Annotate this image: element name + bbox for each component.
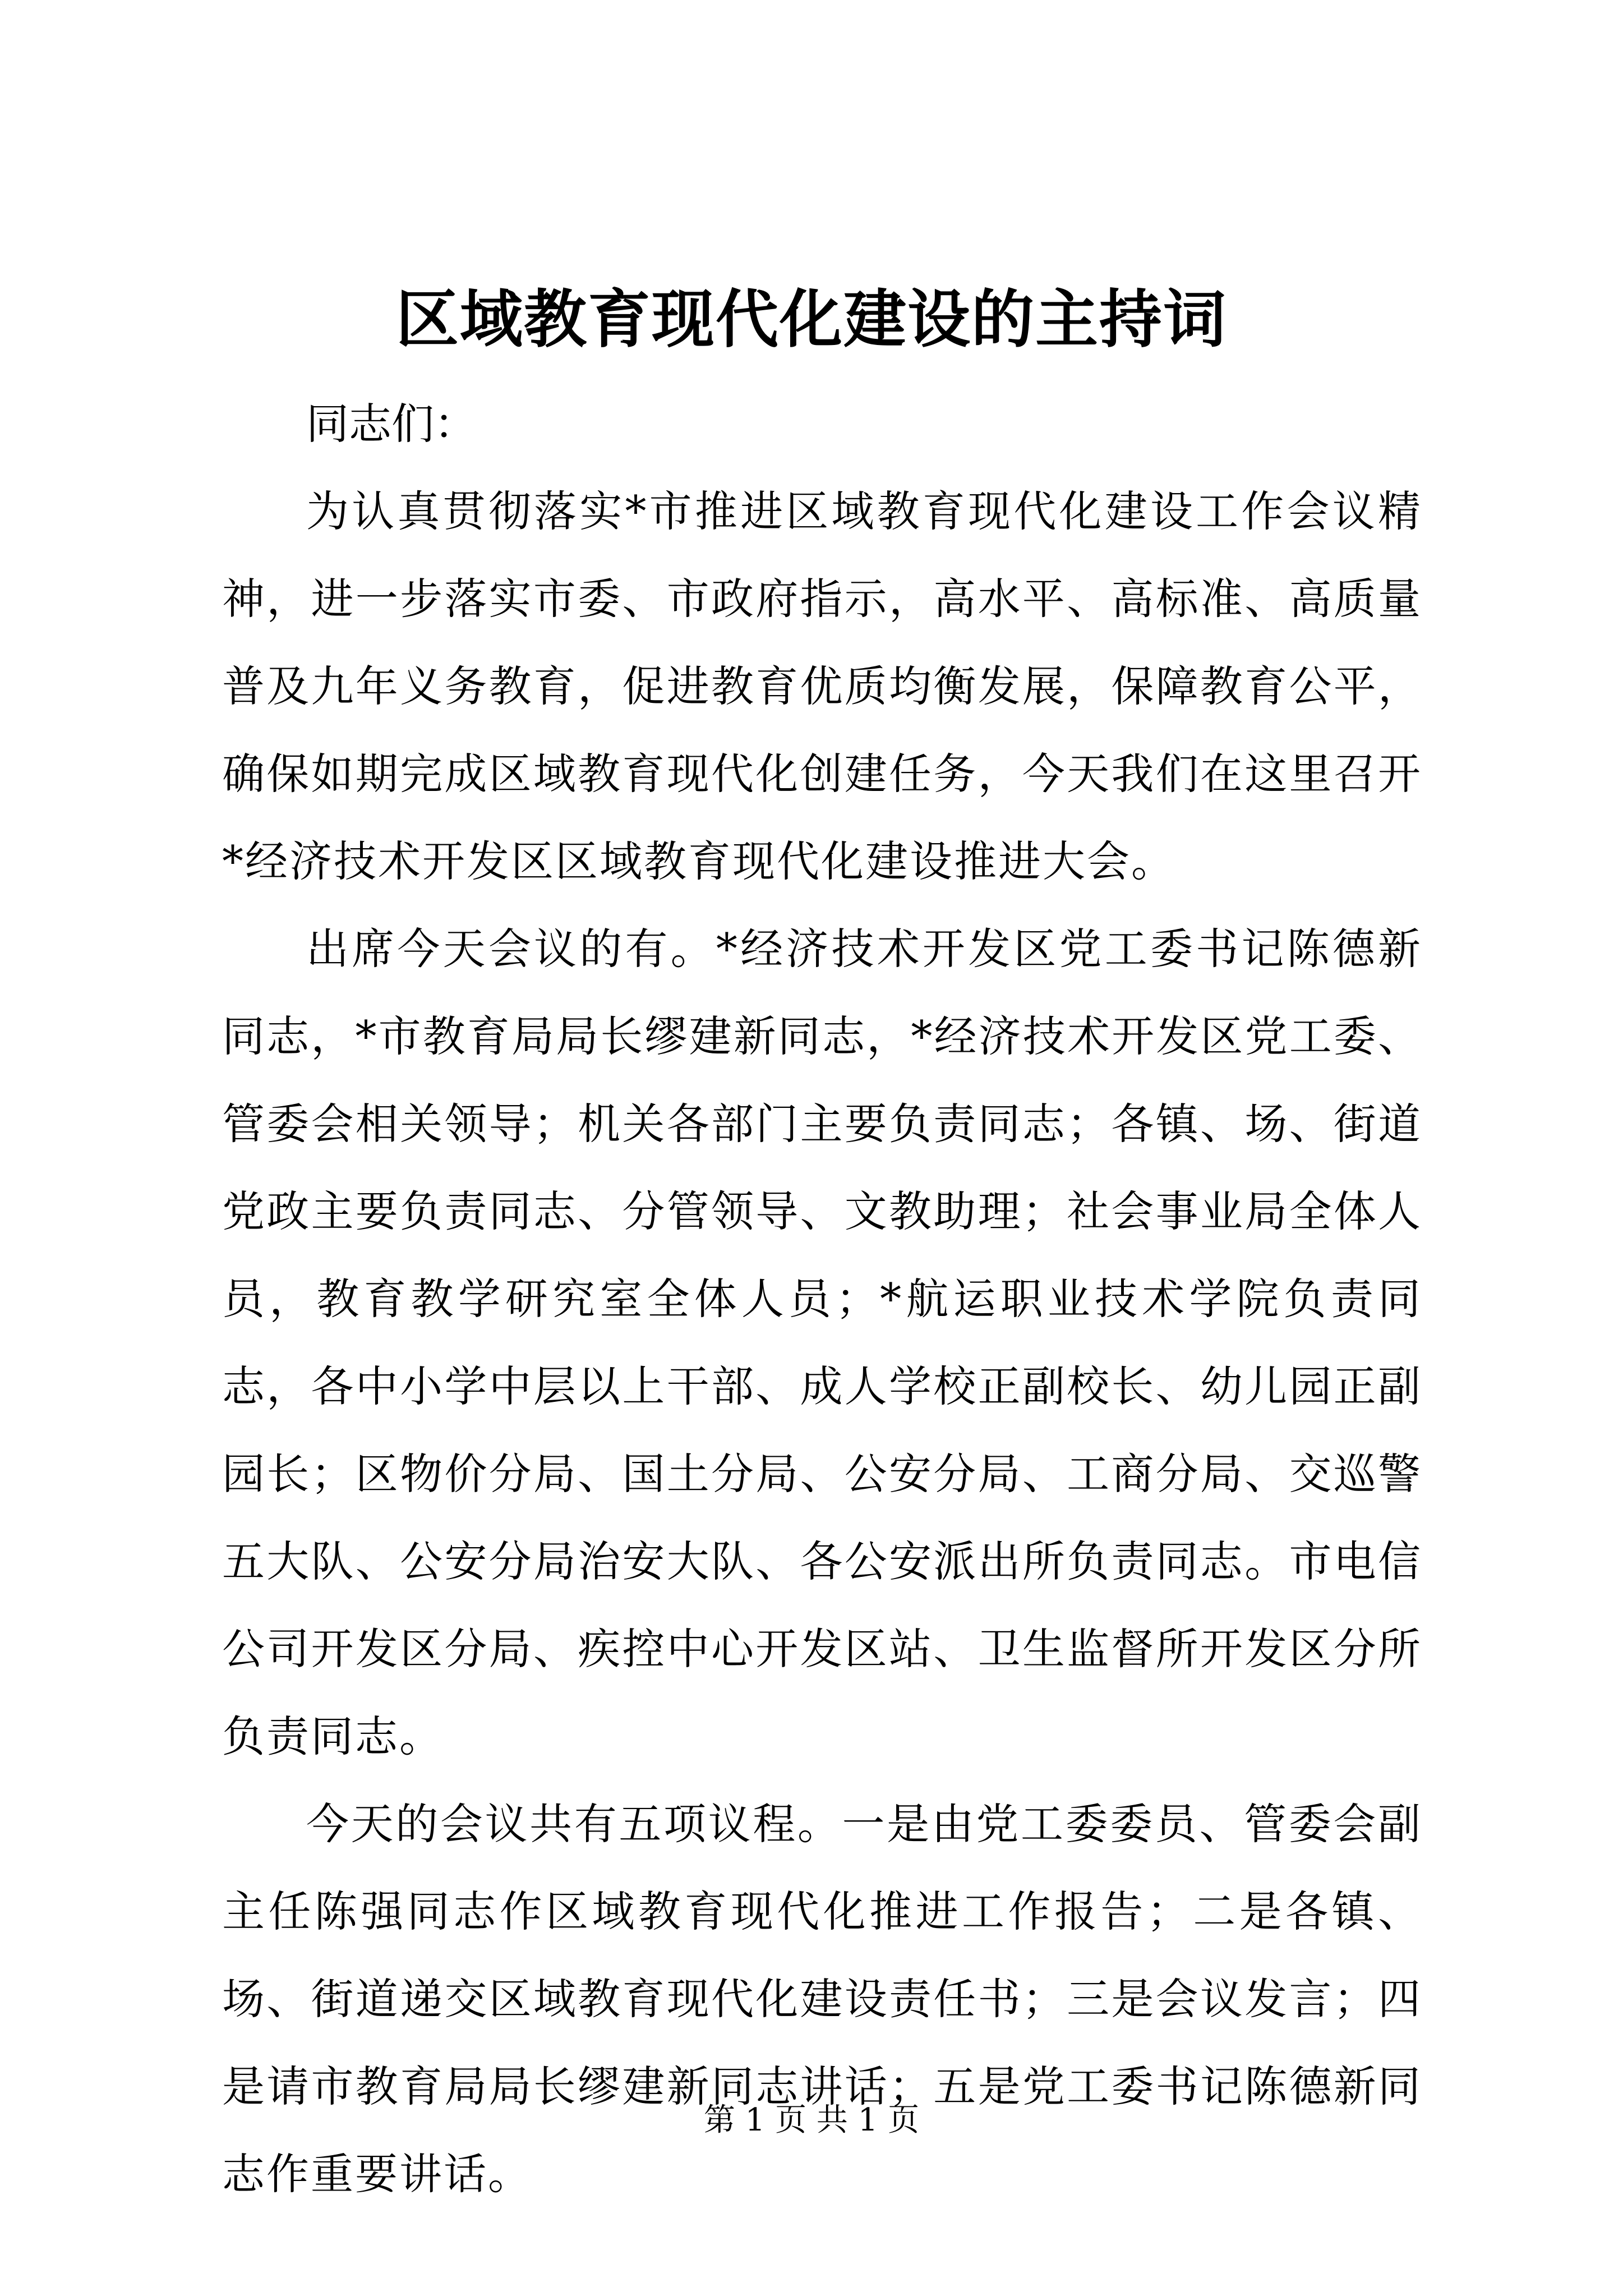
salutation: 同志们： (306, 399, 477, 449)
paragraph-purpose: 为认真贯彻落实*市推进区域教育现代化建设工作会议精神，进一步落实市委、市政府指示，高水平、高标准、高质量普及九年义务教育，促进教育优质均衡发展，保障教育公平，确保如期完成区域教育现代化创建任务，今天我们在这里召开*经济技术开发区区域教育现代化建设推进大会。 (222, 486, 1422, 886)
paragraph-agenda: 今天的会议共有五项议程。一是由党工委委员、管委会副主任陈强同志作区域教育现代化推进工作报告；二是各镇、场、街道递交区域教育现代化建设责任书；三是会议发言；四是请市教育局局长缪建新同志讲话；五是党工委书记陈德新同志作重要讲话。 (222, 1799, 1422, 2199)
document-body (222, 380, 1422, 2218)
document-title: 区域教育现代化建设的主持词 (396, 283, 1227, 356)
paragraph-attendees: 出席今天会议的有。*经济技术开发区党工委书记陈德新同志，*市教育局局长缪建新同志，*经济技术开发区党工委、管委会相关领导；机关各部门主要负责同志；各镇、场、街道党政主要负责同志、分管领导、文教助理；社会事业局全体人员，教育教学研究室全体人员；*航运职业技术学院负责同志，各中小学中层以上干部、成人学校正副校长、幼儿园正副园长；区物价分局、国土分局、公安分局、工商分局、交巡警五大队、公安分局治安大队、各公安派出所负责同志。市电信公司开发区分局、疾控中心开发区站、卫生监督所开发区分所负责同志。 (222, 924, 1422, 1761)
page-footer: 第 1 页 共 1 页 (703, 2102, 920, 2138)
